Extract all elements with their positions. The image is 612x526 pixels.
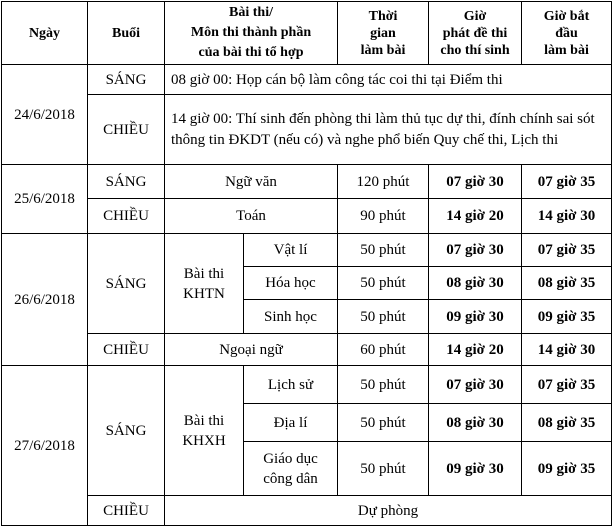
schedule-note: 14 giờ 00: Thí sinh đến phòng thi làm thủ tục dự thi, đính chính sai sót thông tin ĐKDT (nếu có) và nghe phổ biến Quy chế thi, Lịch thi <box>165 95 612 165</box>
start-time-cell: 07 giờ 35 <box>522 366 612 404</box>
table-row <box>2 95 612 165</box>
handout-time-cell: 09 giờ 30 <box>429 300 522 334</box>
date-cell: 27/6/2018 <box>2 366 88 526</box>
duration-cell: 50 phút <box>338 234 429 267</box>
table-row <box>2 65 612 95</box>
duration-cell: 60 phút <box>338 334 429 366</box>
group-cell: Bài thi KHTN <box>165 234 244 334</box>
duration-cell: 50 phút <box>338 267 429 300</box>
session-cell: CHIỀU <box>88 199 165 234</box>
header-duration: Thời gian làm bài <box>338 2 429 65</box>
subject-cell: Hóa học <box>244 267 338 300</box>
duration-cell: 90 phút <box>338 199 429 234</box>
subject-cell: Sinh học <box>244 300 338 334</box>
subject-cell: Vật lí <box>244 234 338 267</box>
header-session: Buổi <box>88 2 165 65</box>
header-handout-time: Giờ phát đề thi cho thí sinh <box>429 2 522 65</box>
schedule-note: 08 giờ 00: Họp cán bộ làm công tác coi thi tại Điểm thi <box>165 65 612 95</box>
table-row <box>2 165 612 199</box>
subject-cell: Ngữ văn <box>165 165 338 199</box>
schedule-note: Dự phòng <box>165 496 612 526</box>
start-time-cell: 14 giờ 30 <box>522 334 612 366</box>
duration-cell: 120 phút <box>338 165 429 199</box>
handout-time-cell: 08 giờ 30 <box>429 404 522 442</box>
start-time-cell: 07 giờ 35 <box>522 165 612 199</box>
handout-time-cell: 07 giờ 30 <box>429 234 522 267</box>
header-date: Ngày <box>2 2 88 65</box>
table-row <box>2 496 612 526</box>
handout-time-cell: 07 giờ 30 <box>429 165 522 199</box>
handout-time-cell: 08 giờ 30 <box>429 267 522 300</box>
header-start-time: Giờ bắt đầu làm bài <box>522 2 612 65</box>
handout-time-cell: 14 giờ 20 <box>429 334 522 366</box>
start-time-cell: 09 giờ 35 <box>522 300 612 334</box>
duration-cell: 50 phút <box>338 442 429 496</box>
table-row <box>2 199 612 234</box>
exam-schedule-table <box>1 1 612 526</box>
start-time-cell: 09 giờ 35 <box>522 442 612 496</box>
session-cell: CHIỀU <box>88 334 165 366</box>
subject-cell: Ngoại ngữ <box>165 334 338 366</box>
session-cell: SÁNG <box>88 65 165 95</box>
duration-cell: 50 phút <box>338 300 429 334</box>
subject-cell: Giáo dục công dân <box>244 442 338 496</box>
session-cell: CHIỀU <box>88 496 165 526</box>
handout-time-cell: 14 giờ 20 <box>429 199 522 234</box>
date-cell: 26/6/2018 <box>2 234 88 366</box>
session-cell: CHIỀU <box>88 95 165 165</box>
handout-time-cell: 09 giờ 30 <box>429 442 522 496</box>
session-cell: SÁNG <box>88 165 165 199</box>
table-row <box>2 334 612 366</box>
header-row <box>2 2 612 65</box>
duration-cell: 50 phút <box>338 404 429 442</box>
start-time-cell: 07 giờ 35 <box>522 234 612 267</box>
date-cell: 25/6/2018 <box>2 165 88 234</box>
group-cell: Bài thi KHXH <box>165 366 244 496</box>
session-cell: SÁNG <box>88 366 165 496</box>
subject-cell: Địa lí <box>244 404 338 442</box>
subject-cell: Lịch sử <box>244 366 338 404</box>
handout-time-cell: 07 giờ 30 <box>429 366 522 404</box>
start-time-cell: 08 giờ 35 <box>522 404 612 442</box>
table-row <box>2 234 612 267</box>
start-time-cell: 08 giờ 35 <box>522 267 612 300</box>
session-cell: SÁNG <box>88 234 165 334</box>
subject-cell: Toán <box>165 199 338 234</box>
table-row <box>2 366 612 404</box>
header-subject: Bài thi/ Môn thi thành phần của bài thi tổ hợp <box>165 2 338 65</box>
date-cell: 24/6/2018 <box>2 65 88 165</box>
start-time-cell: 14 giờ 30 <box>522 199 612 234</box>
duration-cell: 50 phút <box>338 366 429 404</box>
